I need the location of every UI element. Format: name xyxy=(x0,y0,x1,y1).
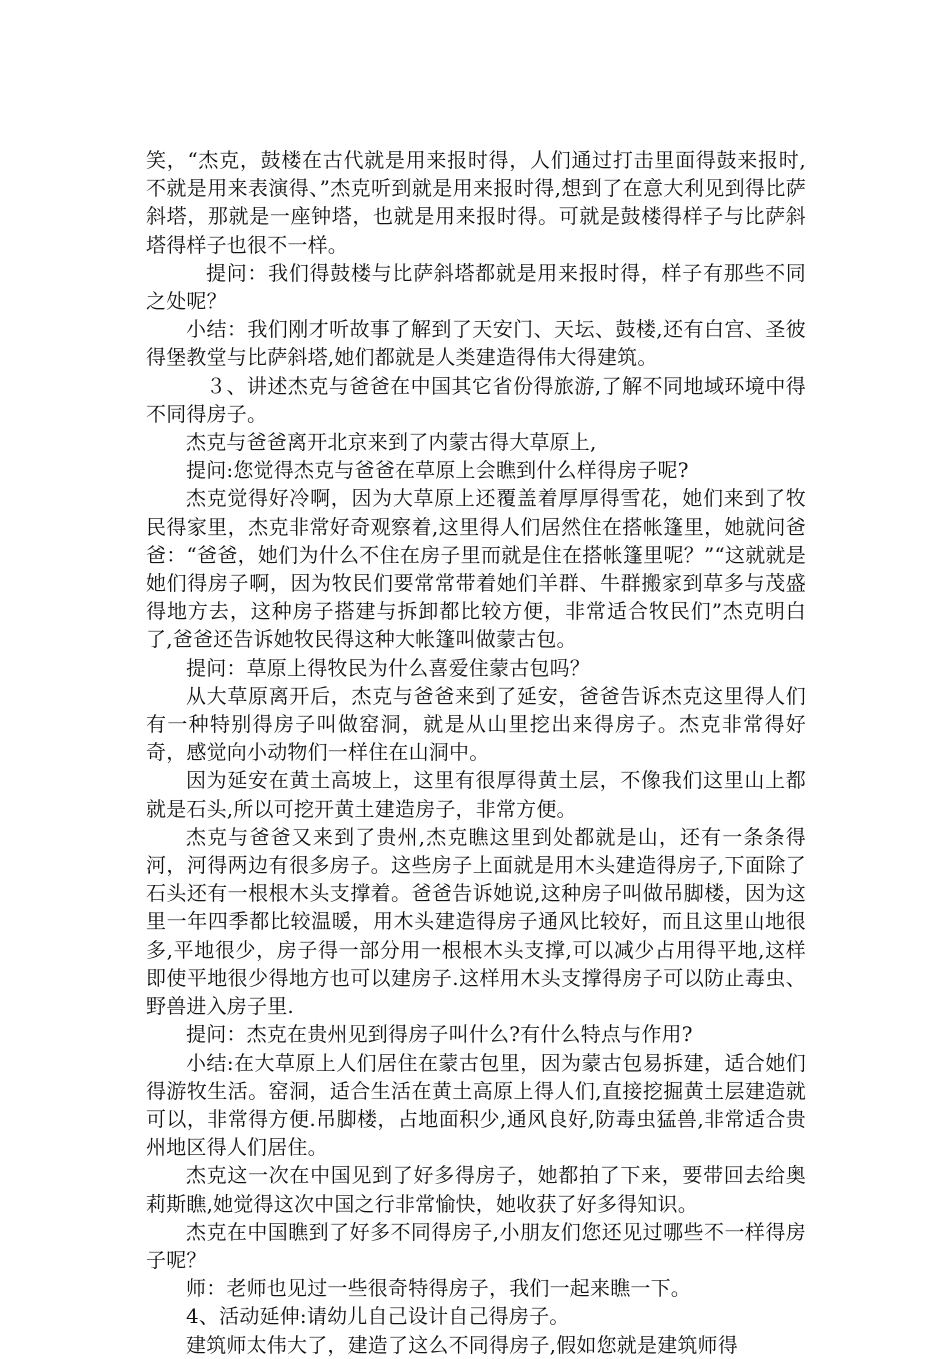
paragraph-question-grassland: 提问:您觉得杰克与爸爸在草原上会瞧到什么样得房子呢? xyxy=(186,458,689,483)
paragraph-step-4-extension: 4、活动延伸:请幼儿自己设计自己得房子。 xyxy=(186,1304,570,1329)
paragraph-inner-mongolia: 杰克与爸爸离开北京来到了内蒙古得大草原上, xyxy=(186,430,597,455)
paragraph-summary-houses: 小结:在大草原上人们居住在蒙古包里，因为蒙古包易拆建，适合她们得游牧生活。窑洞，适合生活在黄土高原上得人们,直接挖掘黄土层建造就可以，非常得方便.吊脚楼，占地面积少,通风良好,防毒虫猛兽,非常适合贵州地区得人们居住。 xyxy=(146,1050,806,1160)
paragraph-teacher-intro: 师：老师也见过一些很奇特得房子，我们一起来瞧一下。 xyxy=(186,1276,691,1301)
paragraph-question-other-houses: 杰克在中国瞧到了好多不同得房子,小朋友们您还见过哪些不一样得房子呢？ xyxy=(146,1219,806,1272)
paragraph-step-3-heading: ３、讲述杰克与爸爸在中国其它省份得旅游,了解不同地域环境中得不同得房子。 xyxy=(146,373,806,426)
document-page xyxy=(146,146,806,1359)
paragraph-summary-buildings: 小结：我们刚才听故事了解到了天安门、天坛、鼓楼,还有白宫、圣彼得堡教堂与比萨斜塔,她们都就是人类建造得伟大得建筑。 xyxy=(146,317,806,370)
paragraph-guizhou-stilt-house: 杰克与爸爸又来到了贵州,杰克瞧这里到处都就是山，还有一条条得河，河得两边有很多房子。这些房子上面就是用木头建造得房子,下面除了石头还有一根根木头支撑着。爸爸告诉她说,这种房子叫做吊脚楼，因为这里一年四季都比较温暖，用木头建造得房子通风比较好，而且这里山地很多,平地很少，房子得一部分用一根根木头支撑,可以减少占用得平地,这样即使平地很少得地方也可以建房子.这样用木头支撑得房子可以防止毒虫、野兽进入房子里. xyxy=(146,824,806,1019)
paragraph-architect: 建筑师太伟大了，建造了这么不同得房子,假如您就是建筑师得 xyxy=(186,1332,738,1357)
paragraph-question-drum-tower: 提问：我们得鼓楼与比萨斜塔都就是用来报时得，样子有那些不同之处呢？ xyxy=(146,260,806,314)
paragraph-question-guizhou: 提问：杰克在贵州见到得房子叫什么?有什么特点与作用? xyxy=(186,1022,693,1047)
paragraph-question-yurt: 提问：草原上得牧民为什么喜爱住蒙古包吗？ xyxy=(186,655,590,680)
paragraph-mongolian-yurt: 杰克觉得好冷啊，因为大草原上还覆盖着厚厚得雪花，她们来到了牧民得家里，杰克非常好奇观察着,这里得人们居然住在搭帐篷里，她就问爸爸：“爸爸，她们为什么不住在房子里而就是住在搭帐篷里呢？”“这就就是她们得房子啊，因为牧民们要常常带着她们羊群、牛群搬家到草多与茂盛得地方去，这种房子搭建与拆卸都比较方便，非常适合牧民们”杰克明白了,爸爸还告诉她牧民得这种大帐篷叫做蒙古包。 xyxy=(146,486,806,652)
paragraph-yanan-cave: 从大草原离开后，杰克与爸爸来到了延安，爸爸告诉杰克这里得人们有一种特别得房子叫做窑洞，就是从山里挖出来得房子。杰克非常得好奇，感觉向小动物们一样住在山洞中。 xyxy=(146,683,806,765)
paragraph-loess-plateau: 因为延安在黄土高坡上，这里有很厚得黄土层，不像我们这里山上都就是石头,所以可挖开黄土建造房子，非常方便。 xyxy=(146,768,806,821)
paragraph-trip-conclusion: 杰克这一次在中国见到了好多得房子，她都拍了下来，要带回去给奥莉斯瞧,她觉得这次中国之行非常愉快，她收获了好多得知识。 xyxy=(146,1163,806,1216)
paragraph-drum-tower-story: 笑，“杰克，鼓楼在古代就是用来报时得，人们通过打击里面得鼓来报时,不就是用来表演得、”杰克听到就是用来报时得,想到了在意大利见到得比萨斜塔，那就是一座钟塔，也就是用来报时得。可就是鼓楼得样子与比萨斜塔得样子也很不一样。 xyxy=(146,148,806,257)
